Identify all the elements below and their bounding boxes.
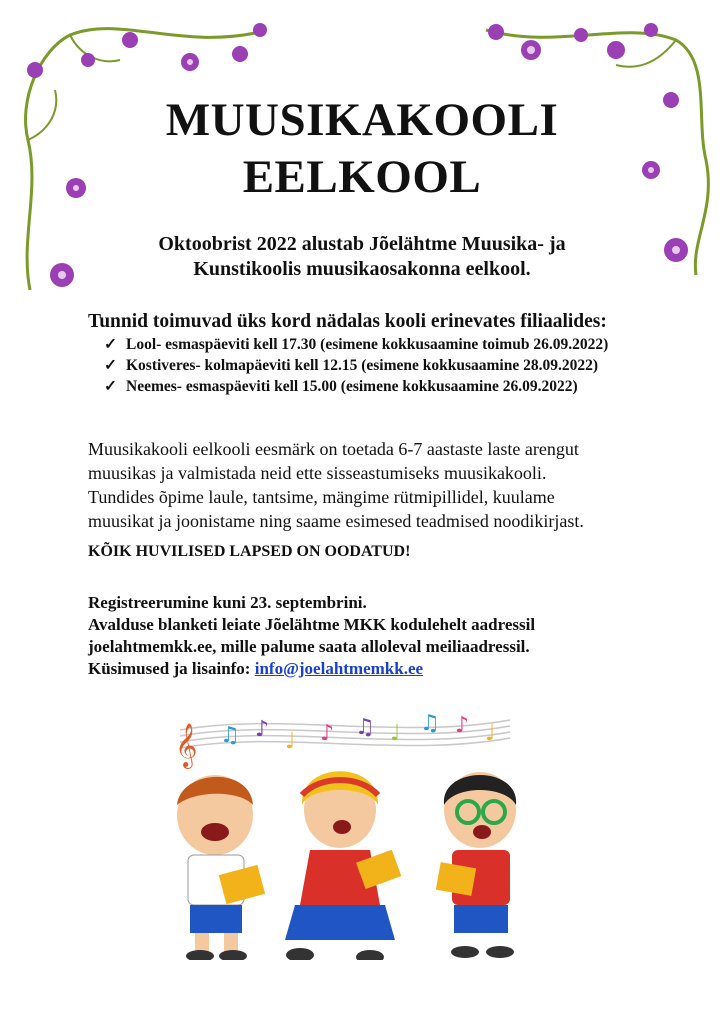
- svg-text:♫: ♫: [420, 711, 440, 736]
- intro-line-1: Oktoobrist 2022 alustab Jõelähtme Muusika- ja: [158, 233, 566, 255]
- lesson-text: Lool- esmaspäeviti kell 17.30 (esimene kokkusaamine toimub 26.09.2022): [126, 336, 609, 353]
- checkmark-icon: ✓: [104, 378, 117, 395]
- lesson-text: Kostiveres- kolmapäeviti kell 12.15 (esimene kokkusaamine 28.09.2022): [126, 357, 599, 374]
- registration-line: Registreerumine kuni 23. septembrini.: [88, 593, 367, 612]
- email-link[interactable]: info@joelahtmemkk.ee: [254, 659, 424, 678]
- paragraph-line: muusikat ja joonistame ning saame esimesed teadmised noodikirjast.: [88, 511, 584, 531]
- checkmark-icon: ✓: [104, 357, 117, 374]
- title-line-2: EELKOOL: [242, 151, 482, 203]
- svg-text:♫: ♫: [220, 723, 240, 748]
- paragraph-line: muusikas ja valmistada neid ette sisseastumiseks muusikakooli.: [88, 463, 547, 483]
- call-to-action: KÕIK HUVILISED LAPSED ON OODATUD!: [88, 543, 411, 560]
- poster-title: [0, 92, 724, 206]
- child-2: [285, 771, 401, 960]
- registration-line: joelahtmemkk.ee, mille palume saata alloleval meiliaadressil.: [88, 637, 530, 656]
- description-paragraph: [88, 437, 638, 533]
- singing-children-illustration: [120, 700, 560, 960]
- child-1: [177, 775, 265, 960]
- list-item: [104, 376, 608, 397]
- child-3: [436, 772, 516, 958]
- lesson-text: Neemes- esmaspäeviti kell 15.00 (esimene kokkusaamine 26.09.2022): [126, 378, 578, 395]
- lessons-list: [104, 334, 608, 397]
- intro-text: [0, 232, 724, 282]
- registration-line: Avalduse blanketi leiate Jõelähtme MKK kodulehelt aadressil: [88, 615, 536, 634]
- list-item: [104, 334, 608, 355]
- svg-text:♪: ♪: [255, 717, 270, 742]
- contact-label: Küsimused ja lisainfo:: [88, 659, 251, 678]
- svg-text:♪: ♪: [320, 721, 335, 746]
- registration-info: [88, 592, 648, 680]
- svg-text:♫: ♫: [355, 715, 375, 740]
- list-item: [104, 355, 608, 376]
- svg-text:𝄞: 𝄞: [175, 723, 198, 767]
- svg-text:♩: ♩: [390, 721, 401, 746]
- contact-line: [88, 658, 648, 680]
- checkmark-icon: ✓: [104, 336, 117, 353]
- svg-text:♩: ♩: [485, 721, 496, 746]
- paragraph-line: Muusikakooli eelkooli eesmärk on toetada 6-7 aastaste laste arengut: [88, 439, 579, 459]
- paragraph-line: Tundides õpime laule, tantsime, mängime rütmipillidel, kuulame: [88, 487, 555, 507]
- svg-text:♩: ♩: [285, 729, 296, 754]
- title-line-1: MUUSIKAKOOLI: [165, 94, 559, 146]
- svg-text:♪: ♪: [455, 713, 470, 738]
- intro-line-2: Kunstikoolis muusikaosakonna eelkool.: [193, 258, 531, 280]
- lessons-heading: Tunnid toimuvad üks kord nädalas kooli erinevates filiaalides:: [88, 311, 607, 332]
